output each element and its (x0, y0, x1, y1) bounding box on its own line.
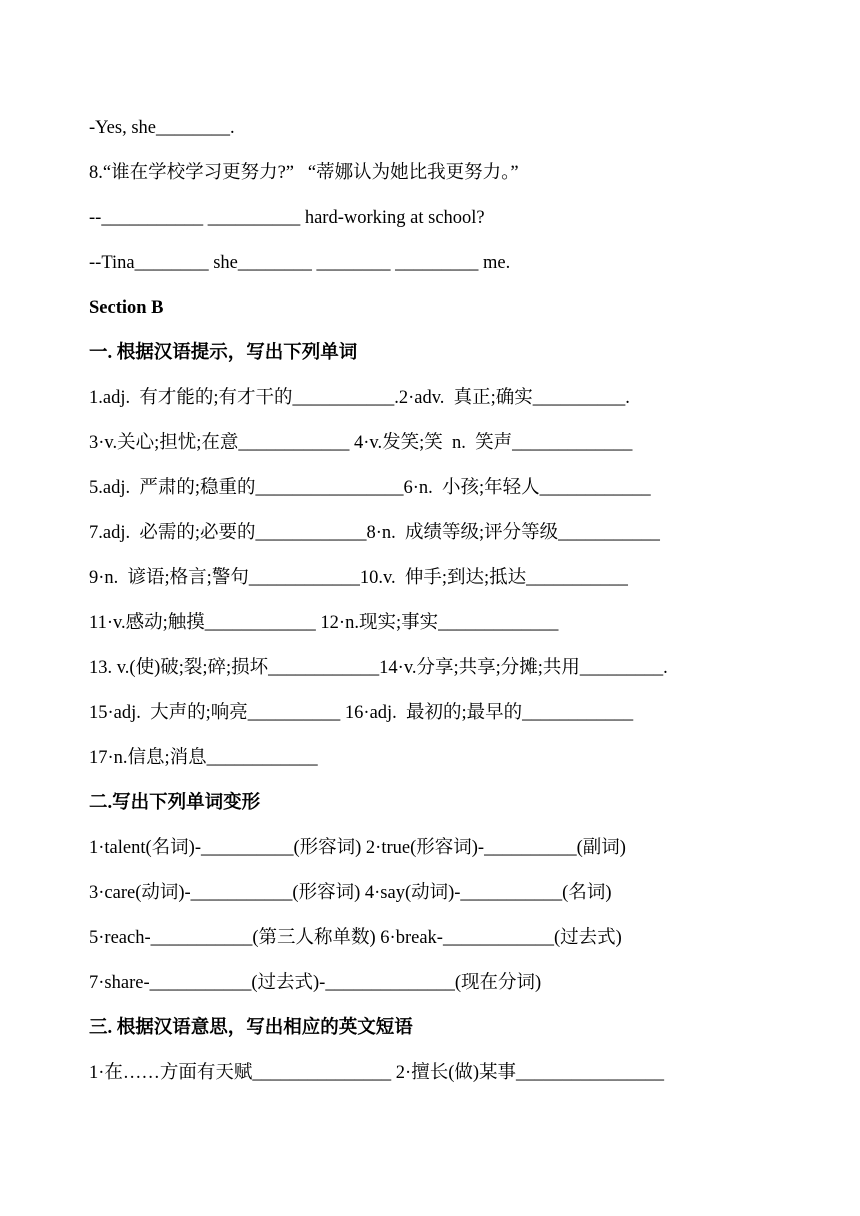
vocab-line-2: 3·v.关心;担忧;在意____________ 4·v.发笑;笑 n. 笑声_____________ (89, 433, 633, 453)
vocab-line-4: 7.adj. 必需的;必要的____________8·n. 成绩等级;评分等级___________ (89, 523, 660, 543)
word-form-line-4: 7·share-___________(过去式)-______________(现在分词) (89, 973, 542, 993)
question-8-prompt: 8.“谁在学校学习更努力?” “蒂娜认为她比我更努力。” (89, 163, 519, 183)
vocab-line-6: 11·v.感动;触摸____________ 12·n.现实;事实_____________ (89, 613, 559, 633)
part-3-heading: 三. 根据汉语意思，写出相应的英文短语 (89, 1018, 413, 1038)
question-8-line-2: --Tina________ she________ ________ _________ me. (89, 253, 511, 273)
answer-line-7: -Yes, she________. (89, 118, 235, 138)
vocab-line-5: 9·n. 谚语;格言;警句____________10.v. 伸手;到达;抵达___________ (89, 568, 628, 588)
vocab-line-7: 13. v.(使)破;裂;碎;损坏____________14·v.分享;共享;分摊;共用_________. (89, 658, 668, 678)
worksheet-page (89, 112, 829, 1102)
question-8-line-1: --___________ __________ hard-working at school? (89, 208, 485, 228)
vocab-line-3: 5.adj. 严肃的;稳重的________________6·n. 小孩;年轻人____________ (89, 478, 651, 498)
word-form-line-3: 5·reach-___________(第三人称单数) 6·break-____________(过去式) (89, 928, 622, 948)
word-form-line-2: 3·care(动词)-___________(形容词) 4·say(动词)-___________(名词) (89, 883, 612, 903)
part-1-heading: 一. 根据汉语提示，写出下列单词 (89, 343, 358, 363)
vocab-line-1: 1.adj. 有才能的;有才干的___________.2·adv. 真正;确实__________. (89, 388, 630, 408)
section-b-heading: Section B (89, 298, 164, 318)
word-form-line-1: 1·talent(名词)-__________(形容词) 2·true(形容词)-__________(副词) (89, 838, 626, 858)
vocab-line-9: 17·n.信息;消息____________ (89, 748, 318, 768)
vocab-line-8: 15·adj. 大声的;响亮__________ 16·adj. 最初的;最早的____________ (89, 703, 634, 723)
part-2-heading: 二.写出下列单词变形 (89, 793, 261, 813)
phrase-line-1: 1·在……方面有天赋_______________ 2·擅长(做)某事________________ (89, 1063, 665, 1083)
